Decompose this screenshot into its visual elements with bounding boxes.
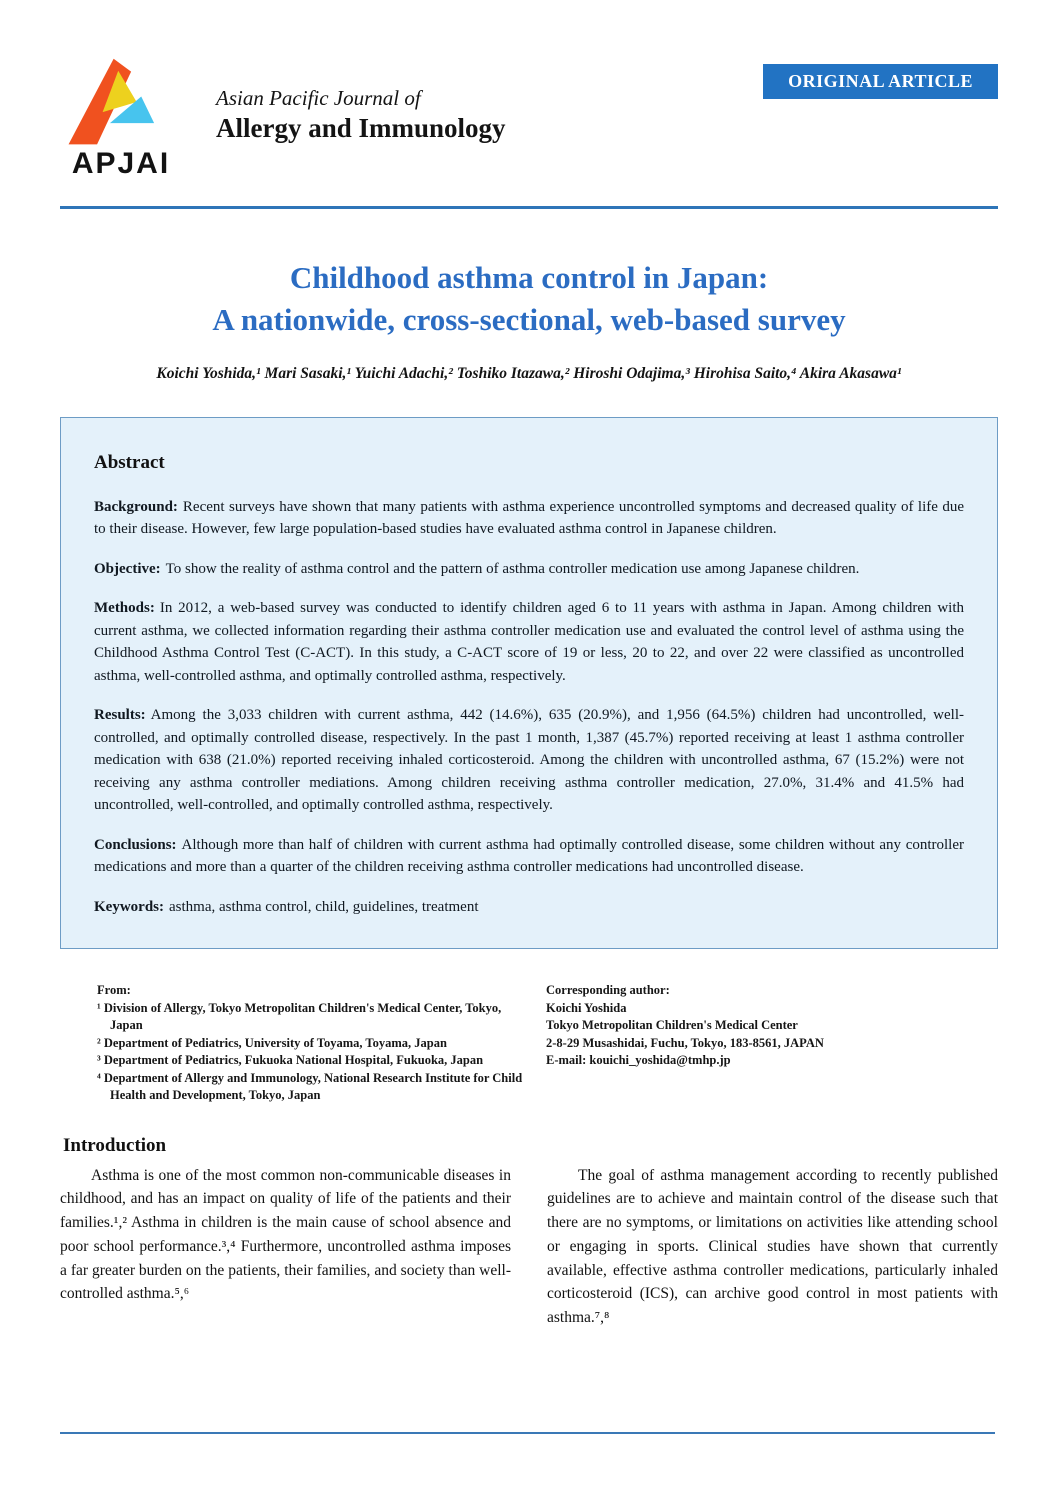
abstract-paragraph-conclusions	[94, 834, 964, 879]
abstract-text-conclusions: Although more than half of children with current asthma had optimally controlled disease, some children without any controller medications and more than a quarter of the children receiving asthma controller medications had uncontrolled disease.	[94, 836, 964, 876]
abstract-paragraph-methods	[94, 597, 964, 687]
affiliation-item: ³ Department of Pediatrics, Fukuoka National Hospital, Fukuoka, Japan	[97, 1053, 484, 1068]
journal-brand	[60, 56, 506, 179]
page-header	[60, 0, 998, 179]
abstract-label-background: Background:	[94, 498, 178, 515]
introduction-section	[60, 1135, 998, 1330]
journal-name	[216, 86, 506, 146]
abstract-paragraph-results	[94, 704, 964, 817]
abstract-text-keywords: asthma, asthma control, child, guidelines, treatment	[169, 898, 479, 915]
affiliation-item: ² Department of Pediatrics, University of Toyama, Toyama, Japan	[97, 1035, 447, 1050]
abstract-text-background: Recent surveys have shown that many patients with asthma experience uncontrolled symptoms and decreased quality of life due to their disease. However, few large population-based studies have evaluated asthma control in Japanese children.	[94, 498, 964, 538]
journal-name-line2: Allergy and Immunology	[216, 113, 506, 144]
corresponding-author-email: E-mail: kouichi_yoshida@tmhp.jp	[546, 1053, 731, 1068]
abstract-heading: Abstract	[94, 451, 165, 473]
article-title-line2: A nationwide, cross-sectional, web-based survey	[212, 301, 846, 337]
affiliations-block	[60, 982, 529, 1105]
apjai-triangles-icon	[62, 56, 180, 148]
abstract-label-objective: Objective:	[94, 560, 161, 577]
abstract-paragraph-background	[94, 496, 964, 541]
corresponding-author-heading: Corresponding author:	[546, 983, 670, 998]
article-title	[60, 257, 998, 341]
corresponding-author-institution: Tokyo Metropolitan Children's Medical Center	[546, 1018, 798, 1033]
apjai-logo	[60, 56, 182, 179]
corresponding-author-address: 2-8-29 Musashidai, Fuchu, Tokyo, 183-8561, JAPAN	[546, 1035, 824, 1050]
abstract-label-methods: Methods:	[94, 600, 155, 617]
affiliation-item: ⁴ Department of Allergy and Immunology, National Research Institute for Child Health and Development, Tokyo, Japan	[97, 1070, 523, 1103]
introduction-left-column: Asthma is one of the most common non-communicable diseases in childhood, and has an impact on quality of life of the patients and their families.¹,² Asthma in children is the main cause of school absence and poor school performance.³,⁴ Furthermore, uncontrolled asthma imposes a far greater burden on the patients, their families, and society than well-controlled asthma.⁵,⁶	[60, 1166, 511, 1303]
article-type-badge: ORIGINAL ARTICLE	[763, 64, 998, 99]
abstract-label-results: Results:	[94, 707, 146, 724]
abstract-label-keywords: Keywords:	[94, 898, 164, 915]
abstract-text-objective: To show the reality of asthma control and the pattern of asthma controller medication use among Japanese children.	[165, 560, 860, 577]
affiliations-heading: From:	[97, 983, 131, 998]
article-meta	[60, 982, 998, 1105]
corresponding-author-name: Koichi Yoshida	[546, 1000, 627, 1015]
introduction-heading: Introduction	[63, 1134, 167, 1156]
abstract-paragraph-objective	[94, 558, 964, 581]
abstract-paragraph-keywords	[94, 896, 964, 919]
header-divider	[60, 206, 998, 209]
apjai-logo-acronym: APJAI	[71, 147, 171, 180]
introduction-columns	[60, 1164, 998, 1330]
abstract-text-results: Among the 3,033 children with current asthma, 442 (14.6%), 635 (20.9%), and 1,956 (64.5%) children had uncontrolled, well-controlled, and optimally controlled disease, respectively. In the past 1 month, 1,387 (45.7%) reported receiving at least 1 asthma controller medication with 638 (21.0%) reported receiving inhaled corticosteroid. Among the children with uncontrolled asthma, 67 (15.2%) were not receiving any asthma controller mediations. Among children receiving asthma controller medication, 27.0%, 31.4% and 41.5% had uncontrolled, well-controlled, and optimally controlled asthma, respectively.	[94, 707, 964, 814]
abstract-box	[60, 417, 998, 950]
affiliation-item: ¹ Division of Allergy, Tokyo Metropolitan Children's Medical Center, Tokyo, Japan	[97, 1000, 502, 1033]
footer-divider	[60, 1432, 995, 1434]
abstract-label-conclusions: Conclusions:	[94, 836, 177, 853]
corresponding-author-block	[529, 982, 998, 1105]
journal-name-line1: Asian Pacific Journal of	[216, 86, 421, 110]
introduction-right-column: The goal of asthma management according to recently published guidelines are to achieve and maintain control of the disease such that there are no symptoms, or limitations on activities like attending school or engaging in sports. Clinical studies have shown that currently available, effective asthma controller medications, particularly inhaled corticosteroid (ICS), can archive good control in most patients with asthma.⁷,⁸	[547, 1166, 998, 1326]
author-list: Koichi Yoshida,¹ Mari Sasaki,¹ Yuichi Adachi,² Toshiko Itazawa,² Hiroshi Odajima,³ Hirohisa Saito,⁴ Akira Akasawa¹	[156, 364, 902, 382]
abstract-text-methods: In 2012, a web-based survey was conducted to identify children aged 6 to 11 years with asthma in Japan. Among children with current asthma, we collected information regarding their asthma controller medication use and evaluated the control level of asthma using the Childhood Asthma Control Test (C-ACT). In this study, a C-ACT score of 19 or less, 20 to 22, and over 22 were classified as uncontrolled asthma, well-controlled asthma, and optimally controlled asthma, respectively.	[94, 600, 964, 684]
article-title-line1: Childhood asthma control in Japan:	[289, 260, 769, 295]
